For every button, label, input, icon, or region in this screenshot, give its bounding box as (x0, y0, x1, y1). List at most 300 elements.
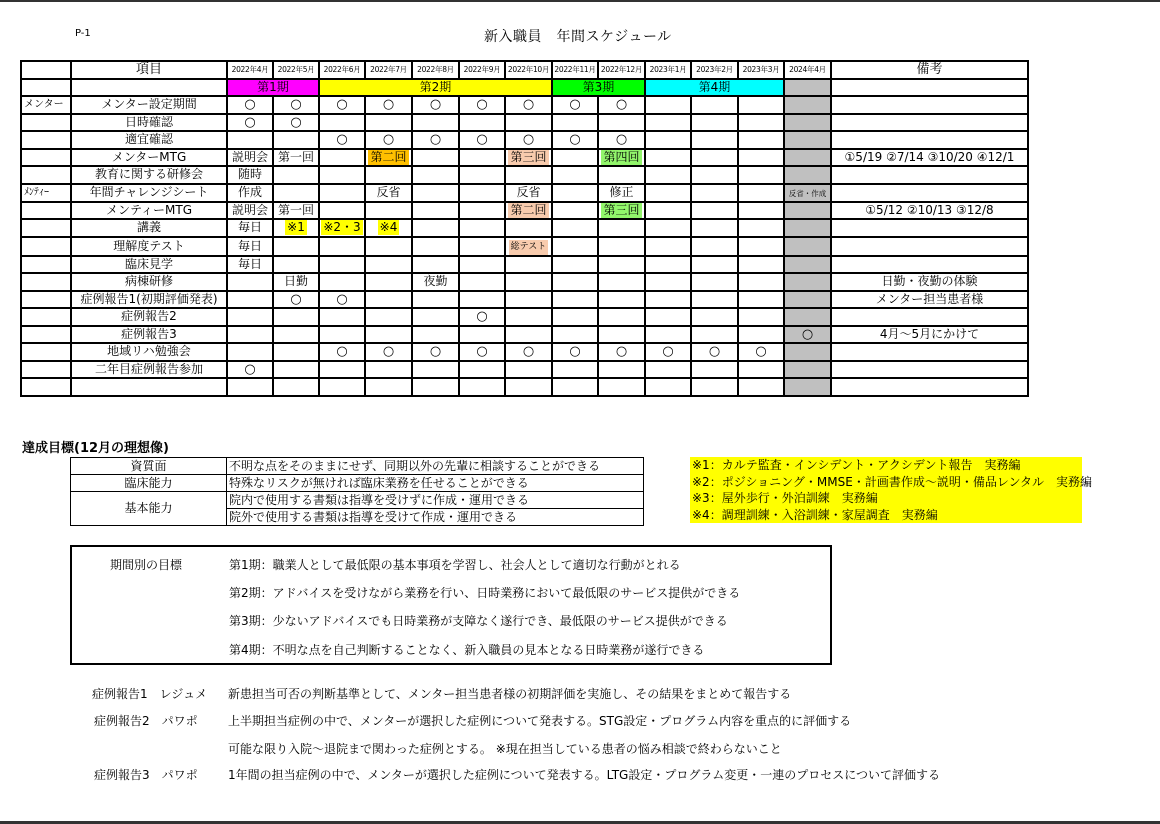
schedule-cell (227, 131, 273, 149)
schedule-cell (738, 273, 784, 291)
item-cell: 教育に関する研修会 (71, 166, 227, 184)
schedule-row (21, 184, 1028, 202)
schedule-cell (738, 219, 784, 237)
schedule-cell (412, 219, 459, 237)
circle-mark: ○ (522, 132, 535, 148)
schedule-cell (412, 326, 459, 344)
remarks-cell: ①5/19 ②7/14 ③10/20 ④12/1 (831, 149, 1028, 167)
category-cell: ﾒﾝﾃｨｰ (21, 184, 71, 202)
schedule-cell (319, 273, 365, 291)
remarks-header: 備考 (831, 61, 1028, 79)
period-goal-line: 第3期：少ないアドバイスでも日時業務が支障なく遂行でき、最低限のサービス提供ができる (229, 614, 728, 628)
item-cell: メンターMTG (71, 149, 227, 167)
schedule-cell (365, 326, 412, 344)
category-cell: メンター (21, 96, 71, 114)
schedule-cell (505, 273, 552, 291)
schedule-cell (552, 343, 598, 361)
cell-text: 第三回 (510, 149, 547, 164)
cell-text: 第四回 (603, 149, 640, 164)
schedule-cell (319, 237, 365, 256)
schedule-cell (319, 256, 365, 274)
schedule-cell (273, 291, 319, 309)
category-cell (21, 343, 71, 361)
period-band: 第4期 (645, 79, 784, 97)
achievement-heading: 達成目標(12月の理想像) (22, 441, 169, 456)
schedule-cell (273, 378, 319, 396)
cell-text: 夜勤 (423, 274, 448, 289)
schedule-cell (645, 149, 691, 167)
cell-text: 説明会 (231, 202, 268, 217)
category-cell (21, 326, 71, 344)
page-label: P-1 (75, 28, 91, 39)
schedule-cell (227, 378, 273, 396)
top-border (0, 0, 1160, 2)
cell-text: ※1 (287, 220, 305, 235)
schedule-cell (505, 361, 552, 379)
schedule-cell (273, 149, 319, 167)
lecture-note: ※1：カルテ監査・インシデント・アクシデント報告 実務編 (692, 458, 1021, 472)
cell-text: 説明会 (231, 149, 268, 164)
schedule-cell (598, 273, 645, 291)
schedule-cell (365, 114, 412, 132)
schedule-row (21, 308, 1028, 326)
period-band: 第3期 (552, 79, 645, 97)
schedule-cell (459, 343, 505, 361)
month-header: 2022年12月 (598, 61, 645, 79)
achievement-text: 院外で使用する書類は指導を受けて作成・運用できる (227, 509, 644, 526)
category-cell (21, 273, 71, 291)
circle-mark: ○ (336, 291, 348, 307)
schedule-cell (227, 326, 273, 344)
schedule-cell (552, 149, 598, 167)
schedule-cell (412, 308, 459, 326)
item-cell: 臨床見学 (71, 256, 227, 274)
schedule-cell (412, 343, 459, 361)
period-goal-line: 第1期：職業人として最低限の基本事項を学習し、社会人として適切な行動がとれる (229, 558, 681, 572)
schedule-cell (691, 326, 738, 344)
schedule-row (21, 361, 1028, 379)
schedule-cell (273, 166, 319, 184)
schedule-cell (319, 149, 365, 167)
schedule-row (21, 378, 1028, 396)
schedule-cell (784, 114, 831, 132)
schedule-cell (784, 237, 831, 256)
schedule-cell (459, 378, 505, 396)
schedule-cell (227, 256, 273, 274)
schedule-cell (738, 96, 784, 114)
schedule-cell (691, 273, 738, 291)
schedule-cell (319, 184, 365, 202)
circle-mark: ○ (476, 344, 488, 360)
achievement-label: 資質面 (71, 458, 227, 475)
schedule-cell (784, 378, 831, 396)
schedule-cell (319, 378, 365, 396)
remarks-cell: 4月～5月にかけて (831, 326, 1028, 344)
schedule-cell (365, 343, 412, 361)
month-header: 2023年3月 (738, 61, 784, 79)
circle-mark: ○ (569, 132, 581, 148)
item-cell (71, 378, 227, 396)
case-report-text: 1年間の担当症例の中で、メンターが選択した症例について発表する。LTG設定・プログラム変更・一連のプロセスについて評価する (228, 768, 940, 782)
schedule-cell (227, 291, 273, 309)
period-goal-line: 第4期：不明な点を自己判断することなく、新入職員の見本となる日時業務が遂行できる (229, 643, 705, 657)
schedule-cell (319, 343, 365, 361)
schedule-cell (227, 343, 273, 361)
achievement-text: 不明な点をそのままにせず、同期以外の先輩に相談することができる (227, 458, 644, 475)
schedule-cell (552, 166, 598, 184)
schedule-cell (738, 202, 784, 220)
schedule-cell (645, 378, 691, 396)
category-cell (21, 361, 71, 379)
schedule-cell (598, 326, 645, 344)
schedule-cell (273, 308, 319, 326)
item-cell: 年間チャレンジシート (71, 184, 227, 202)
schedule-cell (273, 256, 319, 274)
schedule-cell (645, 166, 691, 184)
item-cell: 適宜確認 (71, 131, 227, 149)
schedule-row (21, 131, 1028, 149)
schedule-cell (227, 96, 273, 114)
schedule-cell (365, 378, 412, 396)
schedule-cell (598, 219, 645, 237)
schedule-cell (738, 291, 784, 309)
circle-mark: ○ (429, 344, 442, 360)
schedule-cell (691, 114, 738, 132)
schedule-cell (552, 361, 598, 379)
schedule-cell (784, 308, 831, 326)
schedule-cell (784, 326, 831, 344)
schedule-cell (691, 166, 738, 184)
schedule-cell (412, 131, 459, 149)
schedule-cell (691, 237, 738, 256)
category-cell (21, 202, 71, 220)
item-cell: メンター設定期間 (71, 96, 227, 114)
schedule-cell (738, 343, 784, 361)
schedule-cell (598, 114, 645, 132)
schedule-cell (738, 256, 784, 274)
schedule-cell (645, 96, 691, 114)
item-cell: 二年目症例報告参加 (71, 361, 227, 379)
schedule-cell (691, 378, 738, 396)
schedule-cell (645, 308, 691, 326)
item-header: 項目 (71, 61, 227, 79)
schedule-cell (273, 184, 319, 202)
schedule-cell (319, 96, 365, 114)
cell-text: 随時 (237, 167, 262, 182)
schedule-cell (365, 184, 412, 202)
circle-mark: ○ (662, 344, 674, 360)
schedule-cell (784, 202, 831, 220)
schedule-cell (552, 96, 598, 114)
lecture-notes (690, 457, 1093, 523)
schedule-cell (552, 291, 598, 309)
circle-mark: ○ (244, 361, 256, 377)
period-band: 第2期 (319, 79, 552, 97)
circle-mark: ○ (569, 344, 581, 360)
schedule-cell (505, 184, 552, 202)
cell-text: 反省・作成 (788, 188, 827, 198)
schedule-cell (552, 273, 598, 291)
schedule-cell (738, 149, 784, 167)
cell-text: 毎日 (237, 220, 262, 235)
achievement-label: 基本能力 (71, 492, 227, 526)
schedule-cell (598, 184, 645, 202)
schedule-cell (552, 237, 598, 256)
schedule-cell (645, 291, 691, 309)
remarks-cell (831, 237, 1028, 256)
lecture-note: ※2：ポジショニング・MMSE・計画書作成～説明・備品レンタル 実務編 (692, 474, 1093, 489)
remarks-cell: ①5/12 ②10/13 ③12/8 (831, 202, 1028, 220)
schedule-cell (459, 149, 505, 167)
schedule-cell (738, 131, 784, 149)
achievement-row (71, 475, 644, 492)
schedule-cell (319, 166, 365, 184)
schedule-cell (738, 326, 784, 344)
schedule-cell (691, 361, 738, 379)
cell-text: 第一回 (277, 149, 314, 164)
circle-mark: ○ (336, 97, 348, 113)
schedule-cell (273, 114, 319, 132)
schedule-cell (691, 291, 738, 309)
circle-mark: ○ (476, 97, 488, 113)
schedule-cell (691, 219, 738, 237)
schedule-row (21, 291, 1028, 309)
schedule-cell (645, 184, 691, 202)
month-header: 2022年6月 (319, 61, 365, 79)
schedule-cell (365, 291, 412, 309)
circle-mark: ○ (615, 97, 628, 113)
page-title: 新入職員 年間スケジュール (484, 29, 672, 45)
remarks-cell: メンター担当患者様 (831, 291, 1028, 309)
cell-text: ※2・3 (323, 220, 361, 235)
schedule-cell (319, 326, 365, 344)
case-report-text: 新患担当可否の判断基準として、メンター担当患者様の初期評価を実施し、その結果をまとめて報告する (228, 687, 792, 701)
remarks-cell (831, 343, 1028, 361)
schedule-row (21, 326, 1028, 344)
schedule-cell (227, 273, 273, 291)
circle-mark: ○ (429, 132, 442, 148)
cell-text: 第二回 (370, 149, 407, 164)
cell-text: 第三回 (603, 202, 640, 217)
schedule-cell (645, 114, 691, 132)
schedule-cell (459, 202, 505, 220)
remarks-cell (831, 308, 1028, 326)
circle-mark: ○ (336, 344, 348, 360)
schedule-cell (784, 273, 831, 291)
schedule-cell (319, 202, 365, 220)
schedule-cell (691, 202, 738, 220)
schedule-cell (784, 96, 831, 114)
schedule-row (21, 343, 1028, 361)
remarks-cell (831, 184, 1028, 202)
schedule-cell (552, 219, 598, 237)
category-cell (21, 237, 71, 256)
cell-text: 第一回 (277, 202, 314, 217)
schedule-cell (645, 361, 691, 379)
schedule-cell (459, 237, 505, 256)
schedule-cell (505, 114, 552, 132)
next-year-cell (784, 79, 831, 97)
period-row (21, 79, 1028, 97)
cell-text: 反省 (376, 185, 401, 199)
schedule-cell (412, 256, 459, 274)
schedule-table (20, 60, 1029, 397)
schedule-cell (645, 343, 691, 361)
cell-text: 毎日 (237, 238, 262, 253)
schedule-cell (365, 256, 412, 274)
schedule-cell (691, 131, 738, 149)
schedule-cell (598, 343, 645, 361)
schedule-cell (738, 114, 784, 132)
schedule-cell (227, 219, 273, 237)
cell-text: 毎日 (237, 256, 262, 271)
schedule-cell (552, 256, 598, 274)
cell-text: 反省 (516, 185, 541, 199)
schedule-cell (319, 291, 365, 309)
schedule-cell (412, 184, 459, 202)
schedule-cell (365, 308, 412, 326)
achievement-label: 臨床能力 (71, 475, 227, 492)
schedule-cell (598, 237, 645, 256)
schedule-cell (365, 273, 412, 291)
schedule-row (21, 256, 1028, 274)
circle-mark: ○ (476, 309, 488, 325)
circle-mark: ○ (382, 97, 395, 113)
circle-mark: ○ (382, 132, 395, 148)
schedule-row (21, 149, 1028, 167)
schedule-cell (273, 96, 319, 114)
schedule-cell (552, 326, 598, 344)
cell-text: 日勤 (283, 274, 308, 289)
circle-mark: ○ (615, 344, 628, 360)
schedule-cell (598, 378, 645, 396)
schedule-cell (598, 256, 645, 274)
remarks-cell (831, 131, 1028, 149)
period-goals-label: 期間別の目標 (110, 558, 183, 572)
month-header: 2023年2月 (691, 61, 738, 79)
circle-mark: ○ (429, 97, 442, 113)
schedule-cell (598, 131, 645, 149)
item-cell (71, 79, 227, 97)
schedule-cell (738, 237, 784, 256)
schedule-cell (365, 361, 412, 379)
schedule-cell (505, 326, 552, 344)
achievement-table (70, 457, 644, 526)
circle-mark: ○ (336, 132, 348, 148)
schedule-cell (645, 131, 691, 149)
circle-mark: ○ (801, 326, 814, 342)
cell-text: ※4 (379, 220, 398, 235)
schedule-cell (273, 361, 319, 379)
cell-text: 修正 (609, 185, 634, 199)
case-report-label: 症例報告3 パワポ (94, 768, 198, 782)
schedule-cell (784, 256, 831, 274)
remarks-cell (831, 166, 1028, 184)
schedule-row (21, 219, 1028, 237)
schedule-cell (319, 361, 365, 379)
schedule-cell (273, 202, 319, 220)
schedule-cell (319, 114, 365, 132)
schedule-cell (412, 378, 459, 396)
schedule-row (21, 166, 1028, 184)
schedule-cell (459, 326, 505, 344)
schedule-cell (319, 219, 365, 237)
item-cell: 講義 (71, 219, 227, 237)
schedule-cell (227, 361, 273, 379)
schedule-cell (784, 219, 831, 237)
schedule-cell (505, 308, 552, 326)
month-header: 2022年4月 (227, 61, 273, 79)
item-cell: 地域リハ勉強会 (71, 343, 227, 361)
achievement-text: 特殊なリスクが無ければ臨床業務を任せることができる (227, 475, 644, 492)
schedule-cell (784, 131, 831, 149)
remarks-cell (831, 96, 1028, 114)
schedule-cell (598, 202, 645, 220)
schedule-cell (459, 291, 505, 309)
schedule-cell (505, 256, 552, 274)
schedule-cell (227, 308, 273, 326)
item-cell: メンティーMTG (71, 202, 227, 220)
circle-mark: ○ (244, 114, 256, 130)
schedule-cell (412, 96, 459, 114)
item-cell: 理解度テスト (71, 237, 227, 256)
schedule-cell (412, 202, 459, 220)
remarks-cell (831, 378, 1028, 396)
schedule-cell (505, 166, 552, 184)
month-header: 2022年9月 (459, 61, 505, 79)
schedule-cell (691, 184, 738, 202)
schedule-cell (459, 219, 505, 237)
schedule-cell (365, 149, 412, 167)
schedule-cell (645, 237, 691, 256)
schedule-cell (505, 219, 552, 237)
schedule-cell (505, 237, 552, 256)
schedule-cell (412, 166, 459, 184)
schedule-cell (645, 219, 691, 237)
schedule-cell (459, 361, 505, 379)
schedule-cell (319, 308, 365, 326)
category-header (21, 61, 71, 79)
schedule-cell (598, 149, 645, 167)
schedule-cell (784, 291, 831, 309)
schedule-cell (691, 149, 738, 167)
schedule-cell (505, 131, 552, 149)
cell-text: 総テスト (509, 240, 549, 255)
schedule-cell (738, 308, 784, 326)
schedule-cell (784, 361, 831, 379)
schedule-cell (552, 378, 598, 396)
category-cell (21, 79, 71, 97)
schedule-cell (784, 343, 831, 361)
schedule-cell (365, 219, 412, 237)
schedule-cell (273, 326, 319, 344)
remarks-cell: 日勤・夜勤の体験 (831, 273, 1028, 291)
schedule-cell (552, 114, 598, 132)
month-header: 2022年7月 (365, 61, 412, 79)
remarks-cell (831, 256, 1028, 274)
schedule-cell (227, 114, 273, 132)
case-report-label: 症例報告1 レジュメ (92, 687, 208, 701)
item-cell: 症例報告1(初期評価発表) (71, 291, 227, 309)
schedule-cell (691, 256, 738, 274)
schedule-cell (273, 219, 319, 237)
schedule-cell (691, 343, 738, 361)
period-band: 第1期 (227, 79, 319, 97)
item-cell: 日時確認 (71, 114, 227, 132)
cell-text: 作成 (237, 185, 262, 199)
category-cell (21, 378, 71, 396)
month-header: 2022年10月 (505, 61, 552, 79)
